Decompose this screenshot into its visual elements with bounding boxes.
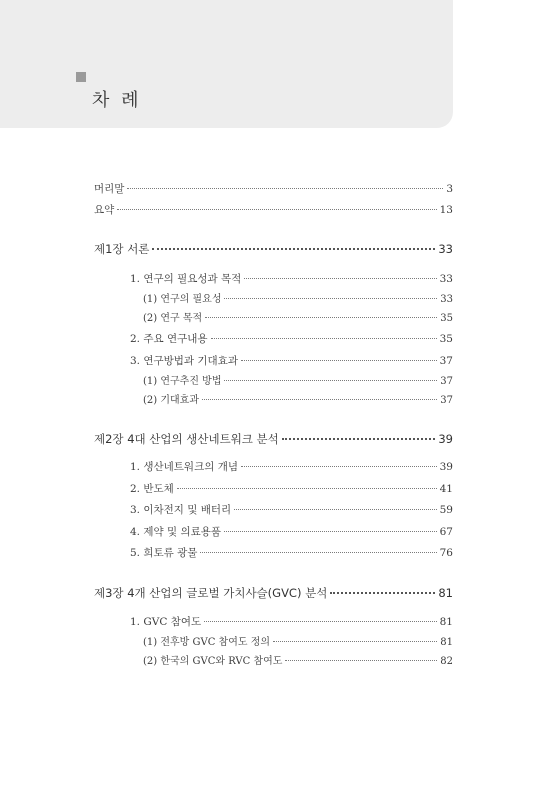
toc-entry-page: 13: [439, 204, 453, 216]
toc-entry-title: 머리말: [94, 183, 125, 195]
toc-entry-title: 3. 이차전지 및 배터리: [130, 504, 232, 516]
toc-entry-summary[interactable]: [94, 202, 453, 217]
toc-entry-title: 2. 반도체: [130, 483, 174, 495]
toc-subsection[interactable]: [143, 372, 453, 387]
toc-entry-title: 5. 희토류 광물: [130, 547, 198, 559]
toc-entry-title: (1) 연구의 필요성: [143, 294, 222, 305]
toc-leader: [117, 209, 436, 210]
toc-section[interactable]: [130, 459, 453, 474]
toc-entry-page: 35: [439, 333, 453, 345]
toc-subsection[interactable]: [143, 309, 453, 324]
toc-subsection[interactable]: [143, 652, 453, 667]
toc-entry-page: 33: [440, 294, 453, 305]
toc-entry-title: 1. GVC 참여도: [130, 616, 202, 628]
toc-section[interactable]: [130, 545, 453, 560]
toc-entry-title: 요약: [94, 204, 115, 216]
toc-entry-title: 4. 제약 및 의료용품: [130, 526, 222, 538]
toc-leader: [177, 488, 437, 489]
toc-chapter-2[interactable]: [94, 431, 453, 447]
toc-entry-title: (2) 한국의 GVC와 RVC 참여도: [143, 656, 283, 667]
toc-section[interactable]: [130, 614, 453, 629]
toc-leader: [205, 317, 437, 318]
toc-leader: [202, 399, 437, 400]
toc-leader: [234, 509, 436, 510]
toc-leader: [200, 552, 436, 553]
header-square-marker: [76, 72, 86, 82]
toc-entry-page: 76: [439, 547, 453, 559]
toc-chapter-1[interactable]: [94, 241, 453, 257]
toc-leader: [224, 298, 437, 299]
toc-entry-preface[interactable]: [94, 181, 453, 196]
toc-entry-page: 81: [439, 616, 453, 628]
toc-leader: [204, 621, 436, 622]
toc-entry-title: (1) 연구추진 방법: [143, 376, 222, 387]
toc-entry-page: 37: [440, 376, 453, 387]
toc-leader: [127, 188, 443, 189]
toc-entry-title: 1. 연구의 필요성과 목적: [130, 273, 242, 285]
toc-entry-title: (2) 기대효과: [143, 395, 199, 406]
toc-section[interactable]: [130, 502, 453, 517]
toc-leader: [211, 338, 437, 339]
toc-chapter-title: 제2장 4대 산업의 생산네트워크 분석: [94, 432, 279, 446]
toc-entry-title: (1) 전후방 GVC 참여도 정의: [143, 637, 271, 648]
toc-chapter-page: 39: [438, 432, 453, 446]
toc-entry-title: (2) 연구 목적: [143, 313, 203, 324]
toc-entry-page: 82: [440, 656, 453, 667]
toc-leader: [224, 380, 437, 381]
toc-entry-page: 37: [440, 395, 453, 406]
toc-section[interactable]: [130, 353, 453, 368]
toc-leader: [244, 278, 436, 279]
toc-chapter-title: 제1장 서론: [94, 242, 150, 256]
toc-subsection[interactable]: [143, 391, 453, 406]
toc-leader: [282, 438, 436, 440]
toc-entry-page: 67: [439, 526, 453, 538]
toc-subsection[interactable]: [143, 290, 453, 305]
toc-entry-page: 41: [439, 483, 453, 495]
toc-chapter-page: 81: [438, 586, 453, 600]
toc-entry-title: 1. 생산네트워크의 개념: [130, 461, 238, 473]
toc-chapter-3[interactable]: [94, 585, 453, 601]
page-title: 차 례: [92, 90, 142, 111]
toc-leader: [330, 592, 435, 594]
toc-chapter-title: 제3장 4개 산업의 글로벌 가치사슬(GVC) 분석: [94, 586, 328, 600]
toc-leader: [241, 466, 437, 467]
toc-entry-page: 39: [439, 461, 453, 473]
toc-entry-title: 3. 연구방법과 기대효과: [130, 355, 238, 367]
toc-section[interactable]: [130, 271, 453, 286]
toc-entry-page: 35: [440, 313, 453, 324]
toc-entry-title: 2. 주요 연구내용: [130, 333, 208, 345]
toc-entry-page: 59: [439, 504, 453, 516]
toc-entry-page: 37: [439, 355, 453, 367]
toc-chapter-page: 33: [438, 242, 453, 256]
toc-leader: [224, 531, 437, 532]
toc-leader: [285, 660, 437, 661]
toc-entry-page: 33: [439, 273, 453, 285]
toc-leader: [273, 641, 437, 642]
header-band: [0, 0, 453, 128]
toc-subsection[interactable]: [143, 633, 453, 648]
toc-entry-page: 3: [446, 183, 453, 195]
toc-section[interactable]: [130, 331, 453, 346]
toc-leader: [241, 360, 437, 361]
toc-section[interactable]: [130, 524, 453, 539]
toc-section[interactable]: [130, 481, 453, 496]
toc-leader: [152, 248, 435, 250]
toc-entry-page: 81: [440, 637, 453, 648]
